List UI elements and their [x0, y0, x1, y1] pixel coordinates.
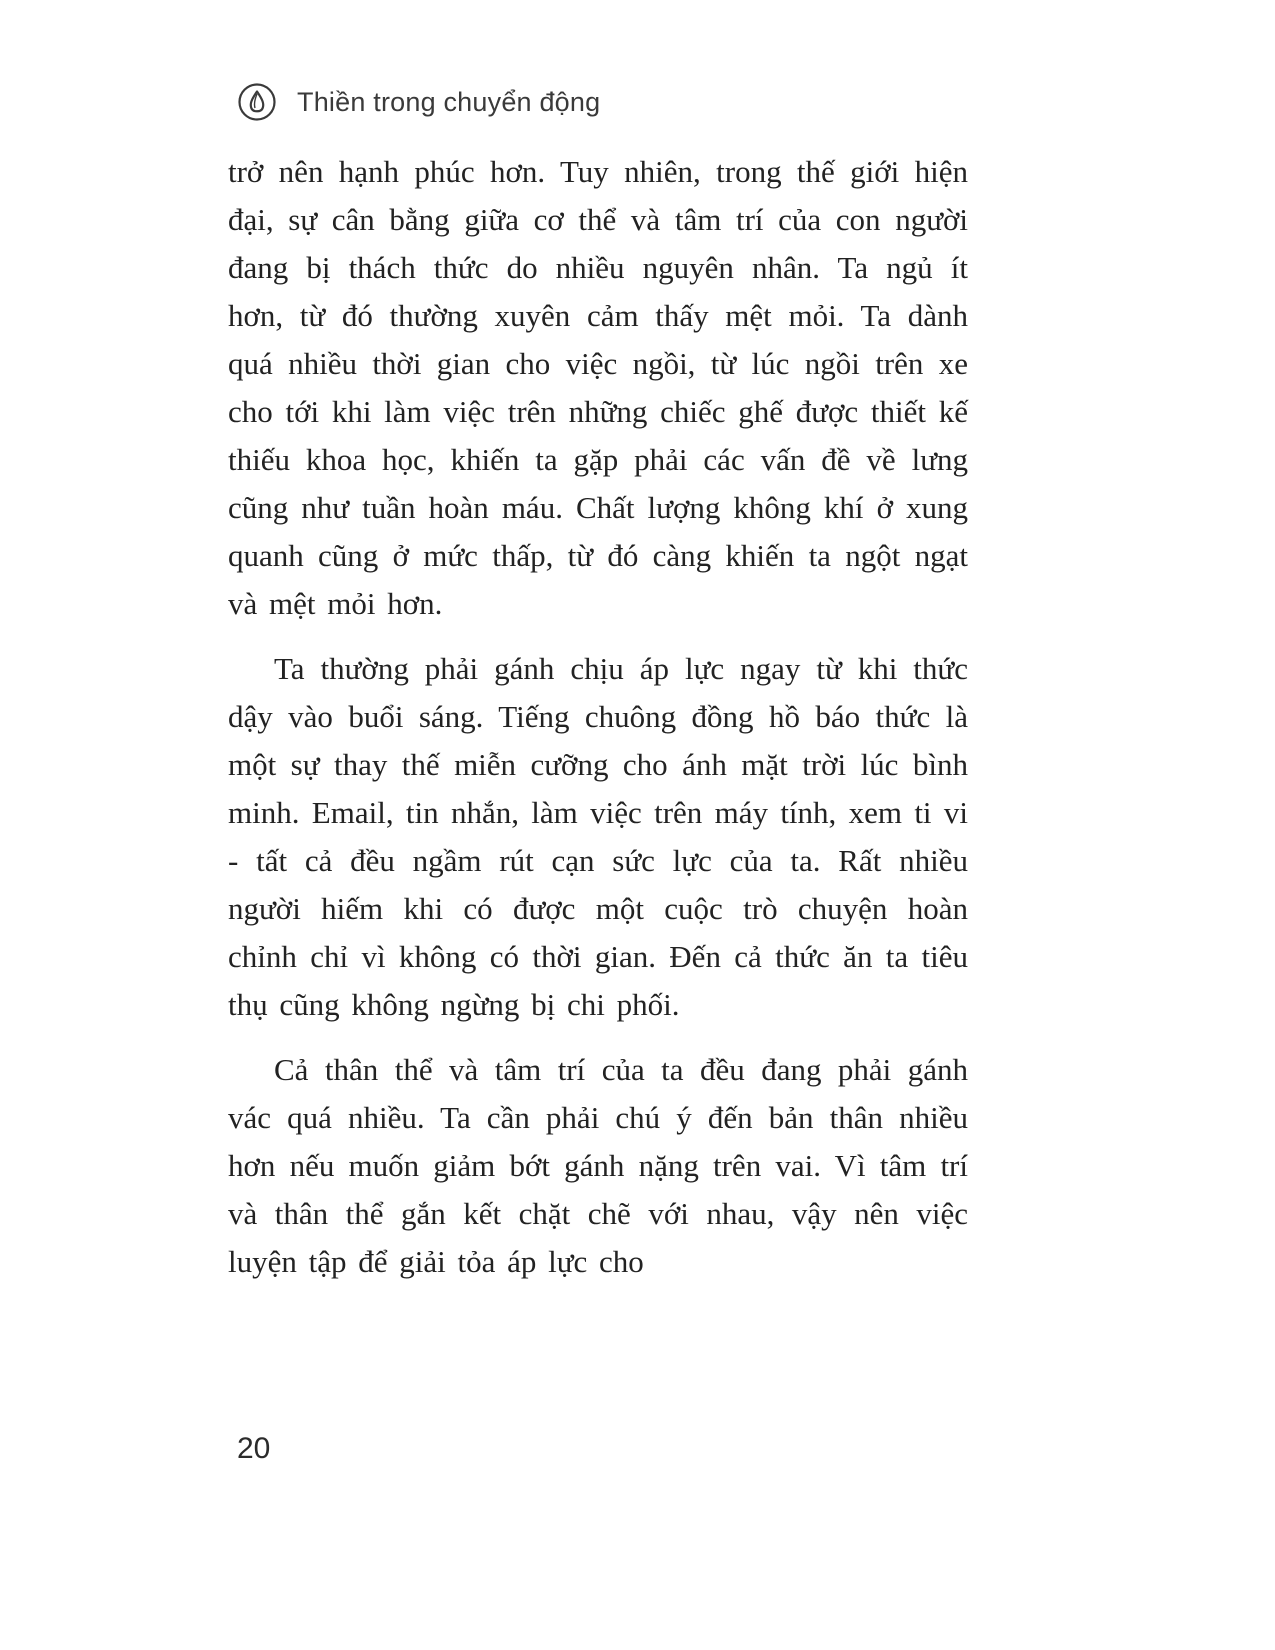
page-number: 20 [237, 1432, 271, 1465]
book-title: Thiền trong chuyển động [297, 86, 601, 117]
body-paragraph: Ta thường phải gánh chịu áp lực ngay từ khi thức dậy vào buổi sáng. Tiếng chuông đồng hồ báo thức là một sự thay thế miễn cưỡng cho ánh mặt trời lúc bình minh. Email, tin nhắn, làm việc trên máy tính, xem ti vi - tất cả đều ngầm rút cạn sức lực của ta. Rất nhiều người hiếm khi có được một cuộc trò chuyện hoàn chỉnh chỉ vì không có thời gian. Đến cả thức ăn ta tiêu thụ cũng không ngừng bị chi phối. [228, 651, 968, 1022]
body-paragraph: trở nên hạnh phúc hơn. Tuy nhiên, trong thế giới hiện đại, sự cân bằng giữa cơ thể và tâm trí của con người đang bị thách thức do nhiều nguyên nhân. Ta ngủ ít hơn, từ đó thường xuyên cảm thấy mệt mỏi. Ta dành quá nhiều thời gian cho việc ngồi, từ lúc ngồi trên xe cho tới khi làm việc trên những chiếc ghế được thiết kế thiếu khoa học, khiến ta gặp phải các vấn đề về lưng cũng như tuần hoàn máu. Chất lượng không khí ở xung quanh cũng ở mức thấp, từ đó càng khiến ta ngột ngạt và mệt mỏi hơn. [228, 154, 968, 621]
lotus-drop-icon [237, 82, 277, 122]
page-body-text [228, 148, 968, 1303]
page-header [237, 82, 600, 122]
body-paragraph: Cả thân thể và tâm trí của ta đều đang phải gánh vác quá nhiều. Ta cần phải chú ý đến bản thân nhiều hơn nếu muốn giảm bớt gánh nặng trên vai. Vì tâm trí và thân thể gắn kết chặt chẽ với nhau, vậy nên việc luyện tập để giải tỏa áp lực cho [228, 1052, 968, 1279]
